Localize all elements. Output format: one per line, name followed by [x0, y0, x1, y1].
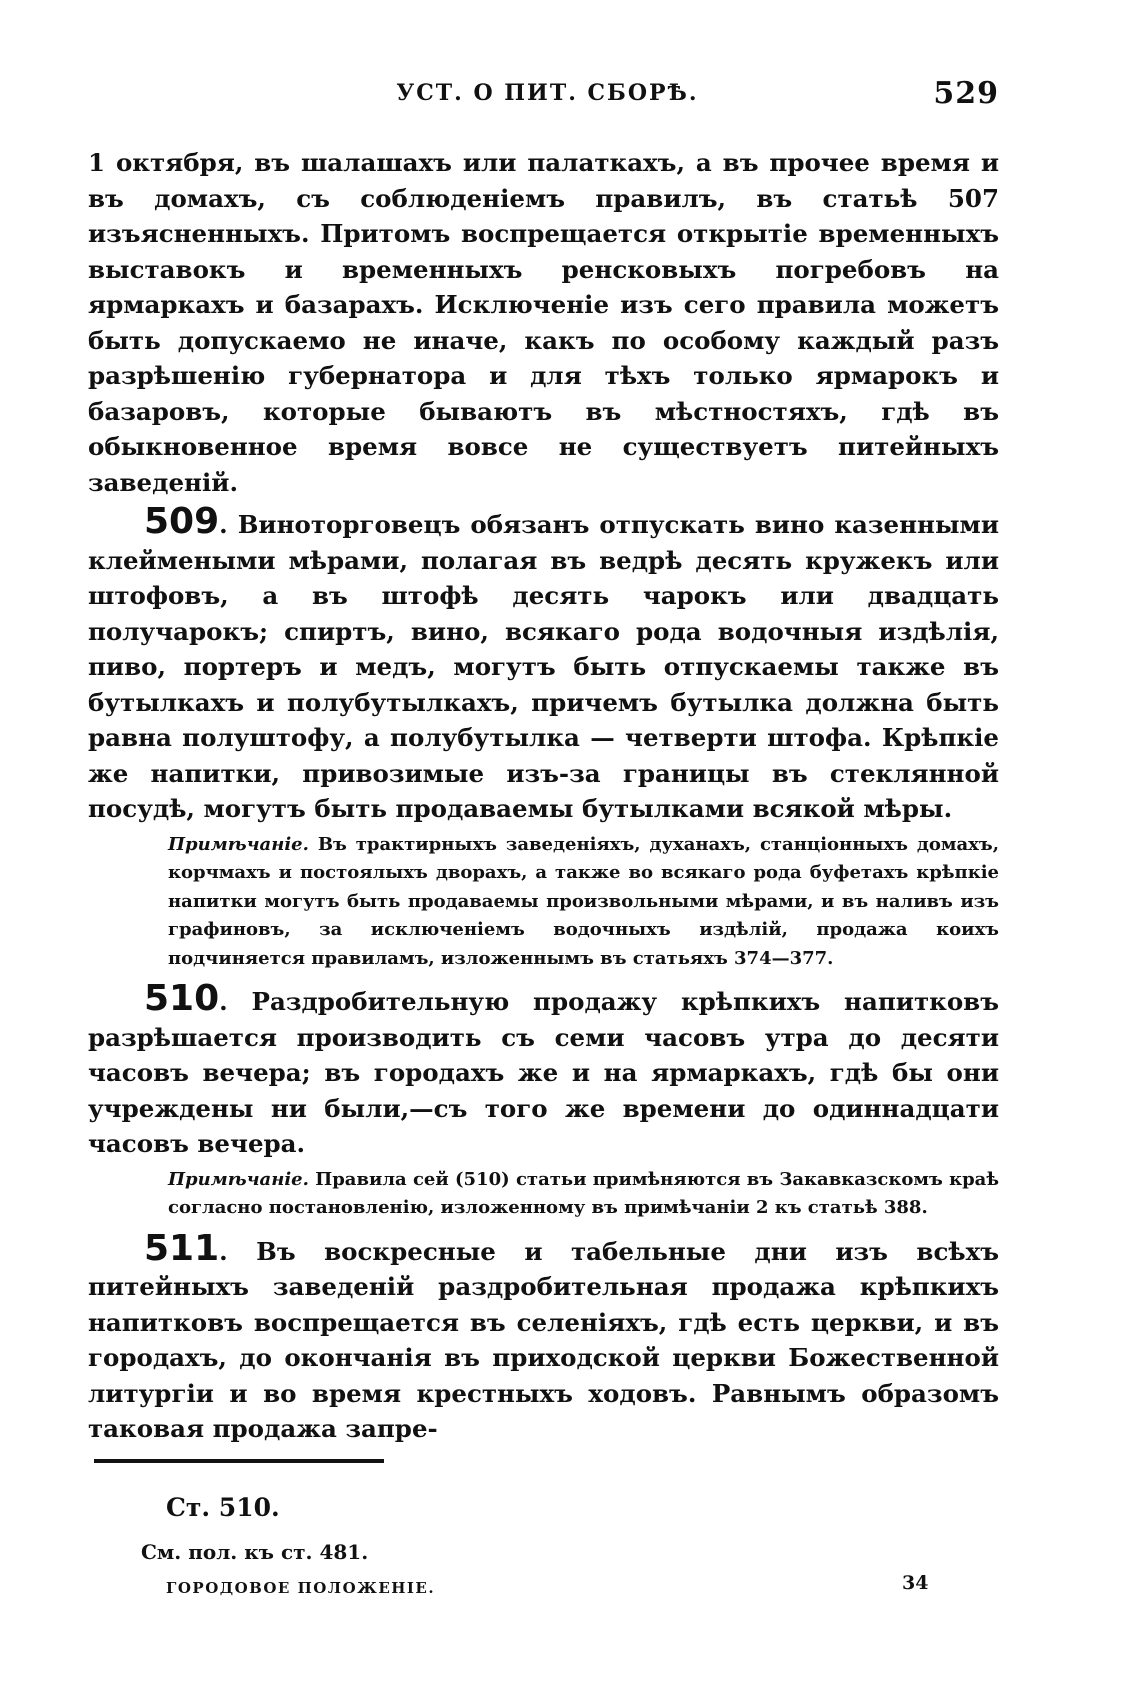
article-number: 511	[144, 1227, 220, 1269]
article-number: 509	[144, 501, 220, 542]
article-number: 510	[144, 978, 220, 1019]
running-title: УСТ. О ПИТ. СБОРѢ.	[396, 80, 699, 106]
note-text: Въ трактирныхъ заведеніяхъ, духанахъ, станціонныхъ домахъ, корчмахъ и постоялыхъ дворахъ, а также во всякаго рода буфетахъ крѣпкіе напитки могутъ быть продаваемы произвольными мѣрами, и въ наливъ изъ графиновъ, за исключеніемъ водочныхъ издѣлій, продажа коихъ подчиняется правиламъ, изложеннымъ въ статьяхъ 374—377.	[168, 833, 999, 969]
sheet-signature: ГОРОДОВОЕ ПОЛОЖЕНІЕ.	[166, 1579, 436, 1597]
footnote-text: См. пол. къ ст. 481.	[141, 1540, 369, 1564]
continued-paragraph: 1 октября, въ шалашахъ или палаткахъ, а въ прочее время и въ домахъ, съ соблюденіемъ правилъ, въ статьѣ 507 изъясненныхъ. Притомъ воспрещается открытіе временныхъ выставокъ и временныхъ ренсковыхъ погребовъ на ярмаркахъ и базарахъ. Исключеніе изъ сего правила можетъ быть допускаемо не иначе, какъ по особому каждый разъ разрѣшенію губернатора и для тѣхъ только ярмарокъ и базаровъ, которые бываютъ въ мѣстностяхъ, гдѣ въ обыкновенное время вовсе не существуетъ питейныхъ заведеній.	[88, 148, 999, 497]
article-509	[88, 501, 999, 827]
footnote-reference: Ст. 510.	[166, 1493, 280, 1522]
article-510	[88, 978, 999, 1162]
article-text: . Виноторговецъ обязанъ отпускать вино казенными клеймеными мѣрами, полагая въ ведрѣ десять кружекъ или штофовъ, а въ штофѣ десять чарокъ или двадцать получарокъ; спиртъ, вино, всякаго рода водочныя издѣлія, пиво, портеръ и медъ, могутъ быть отпускаемы также въ бутылкахъ и полубутылкахъ, причемъ бутылка должна быть равна полуштофу, а полубутылка — четверти штофа. Крѣпкіе же напитки, привозимые изъ-за границы въ стеклянной посудѣ, могутъ быть продаваемы бутылками всякой мѣры.	[88, 510, 999, 823]
running-head	[96, 76, 999, 116]
note-text: Правила сей (510) статьи примѣняются въ Закавказскомъ краѣ согласно постановленію, изложенному въ примѣчаніи 2 къ статьѣ 388.	[168, 1168, 999, 1218]
body-text	[88, 145, 999, 1447]
sheet-number: 34	[902, 1572, 929, 1594]
article-509-note	[88, 831, 999, 974]
article-511	[88, 1227, 999, 1447]
note-label: Примѣчаніе.	[168, 833, 309, 855]
article-text: . Раздробительную продажу крѣпкихъ напитковъ разрѣшается производить съ семи часовъ утра до десяти часовъ вечера; въ городахъ же и на ярмаркахъ, гдѣ бы они учреждены ни были,—съ того же времени до одиннадцати часовъ вечера.	[88, 987, 999, 1158]
article-510-note	[88, 1166, 999, 1223]
footnote-rule	[94, 1459, 384, 1463]
note-label: Примѣчаніе.	[168, 1168, 309, 1190]
page-number: 529	[933, 76, 999, 111]
article-text: . Въ воскресные и табельные дни изъ всѣхъ питейныхъ заведеній раздробительная продажа крѣпкихъ напитковъ воспрещается въ селеніяхъ, гдѣ есть церкви, и въ городахъ, до окончанія въ приходской церкви Божественной литургіи и во время крестныхъ ходовъ. Равнымъ образомъ таковая продажа запре-	[88, 1236, 999, 1443]
